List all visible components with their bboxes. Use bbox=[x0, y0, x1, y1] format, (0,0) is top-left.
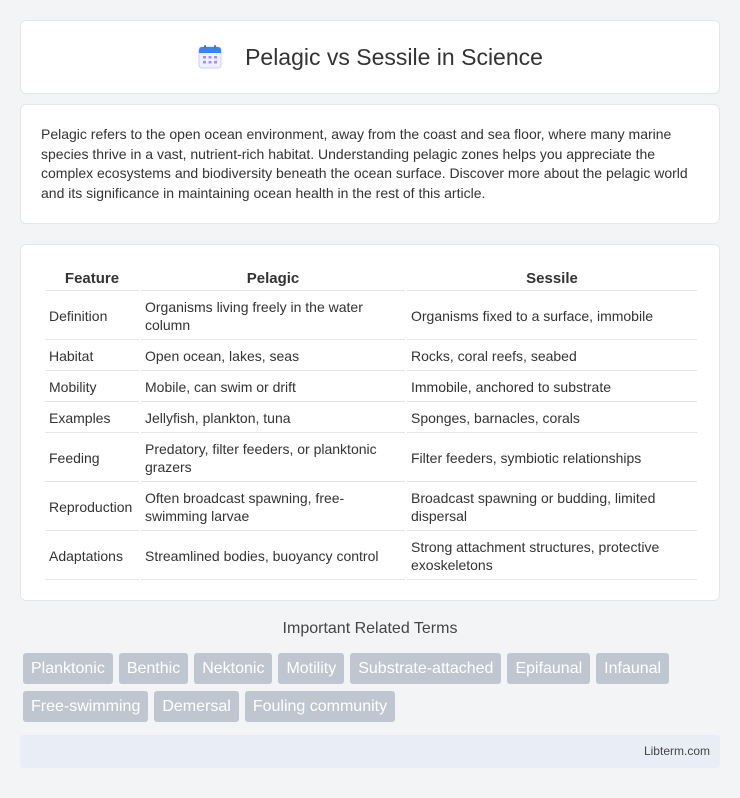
calendar-icon bbox=[197, 44, 223, 70]
table-header-row bbox=[45, 267, 697, 291]
table-row bbox=[45, 533, 697, 580]
sessile-cell: Filter feeders, symbiotic relationships bbox=[407, 435, 697, 482]
header-card bbox=[20, 20, 720, 94]
sessile-cell: Rocks, coral reefs, seabed bbox=[407, 342, 697, 371]
related-terms-title: Important Related Terms bbox=[282, 620, 458, 637]
pelagic-cell: Open ocean, lakes, seas bbox=[141, 342, 405, 371]
feature-cell: Adaptations bbox=[45, 533, 139, 580]
feature-cell: Examples bbox=[45, 404, 139, 433]
related-terms-list bbox=[23, 653, 723, 722]
tag-nektonic[interactable]: Nektonic bbox=[194, 653, 272, 684]
pelagic-cell: Jellyfish, plankton, tuna bbox=[141, 404, 405, 433]
pelagic-cell: Often broadcast spawning, free-swimming larvae bbox=[141, 484, 405, 531]
pelagic-cell: Organisms living freely in the water column bbox=[141, 293, 405, 340]
column-header-feature: Feature bbox=[45, 267, 139, 291]
tag-epifaunal[interactable]: Epifaunal bbox=[507, 653, 590, 684]
tag-fouling-community[interactable]: Fouling community bbox=[245, 691, 395, 722]
sessile-cell: Organisms fixed to a surface, immobile bbox=[407, 293, 697, 340]
pelagic-cell: Mobile, can swim or drift bbox=[141, 373, 405, 402]
tag-free-swimming[interactable]: Free-swimming bbox=[23, 691, 148, 722]
feature-cell: Reproduction bbox=[45, 484, 139, 531]
footer-site-link[interactable]: Libterm.com bbox=[643, 744, 710, 758]
intro-paragraph: Pelagic refers to the open ocean environment, away from the coast and sea floor, where many marine species thrive in a vast, nutrient-rich habitat. Understanding pelagic zones helps you appreciate the complex ecosystems and biodiversity beneath the ocean surface. Discover more about the pelagic world and its significance in maintaining ocean health in the rest of this article. bbox=[41, 126, 688, 201]
table-row bbox=[45, 373, 697, 402]
table-row bbox=[45, 404, 697, 433]
page-title: Pelagic vs Sessile in Science bbox=[245, 43, 543, 70]
pelagic-cell: Predatory, filter feeders, or planktonic grazers bbox=[141, 435, 405, 482]
pelagic-cell: Streamlined bodies, buoyancy control bbox=[141, 533, 405, 580]
table-row bbox=[45, 342, 697, 371]
tag-substrate-attached[interactable]: Substrate-attached bbox=[350, 653, 501, 684]
comparison-table-card bbox=[20, 244, 720, 601]
sessile-cell: Broadcast spawning or budding, limited dispersal bbox=[407, 484, 697, 531]
feature-cell: Mobility bbox=[45, 373, 139, 402]
feature-cell: Feeding bbox=[45, 435, 139, 482]
tag-infaunal[interactable]: Infaunal bbox=[596, 653, 669, 684]
comparison-table bbox=[43, 265, 699, 582]
table-row bbox=[45, 484, 697, 531]
feature-cell: Habitat bbox=[45, 342, 139, 371]
sessile-cell: Sponges, barnacles, corals bbox=[407, 404, 697, 433]
sessile-cell: Immobile, anchored to substrate bbox=[407, 373, 697, 402]
column-header-pelagic: Pelagic bbox=[141, 267, 405, 291]
tag-benthic[interactable]: Benthic bbox=[119, 653, 188, 684]
table-row bbox=[45, 293, 697, 340]
feature-cell: Definition bbox=[45, 293, 139, 340]
tag-planktonic[interactable]: Planktonic bbox=[23, 653, 113, 684]
sessile-cell: Strong attachment structures, protective exoskeletons bbox=[407, 533, 697, 580]
intro-card bbox=[20, 104, 720, 224]
footer bbox=[20, 735, 720, 768]
tag-demersal[interactable]: Demersal bbox=[154, 691, 238, 722]
tag-motility[interactable]: Motility bbox=[278, 653, 344, 684]
table-row bbox=[45, 435, 697, 482]
column-header-sessile: Sessile bbox=[407, 267, 697, 291]
